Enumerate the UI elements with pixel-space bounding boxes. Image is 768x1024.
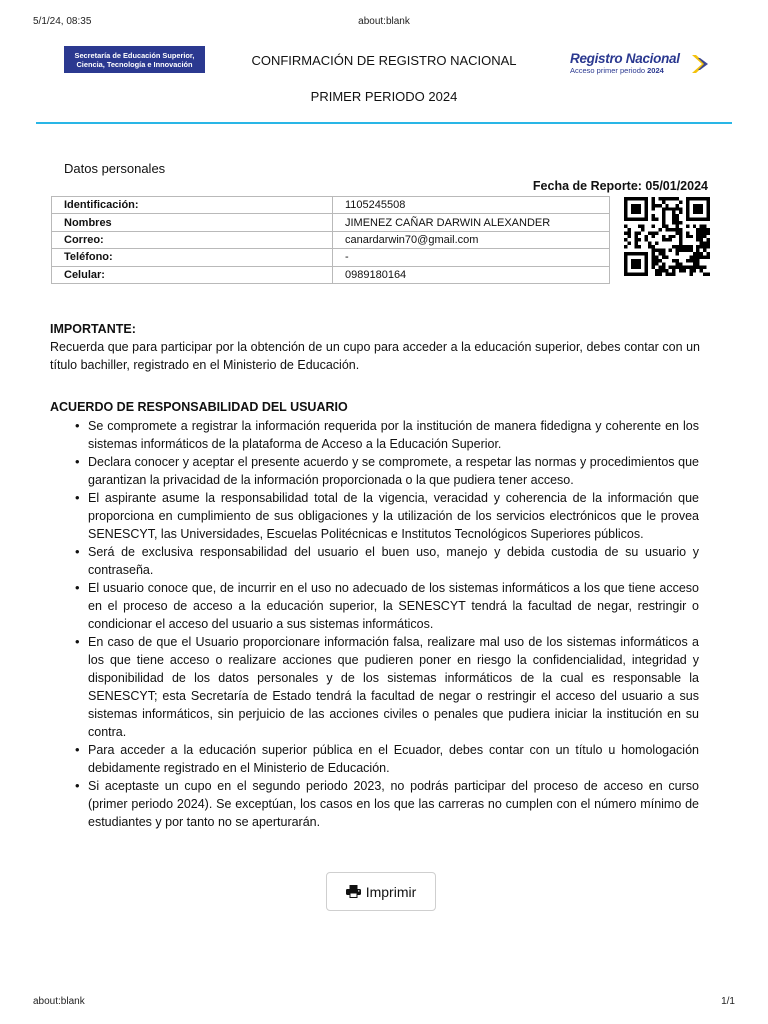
row-value: canardarwin70@gmail.com [333, 231, 610, 248]
logo-brand: Registro Nacional [570, 51, 680, 66]
logo-tagline-prefix: Acceso primer periodo [570, 66, 646, 75]
important-notice [50, 320, 700, 374]
row-label: Teléfono: [52, 249, 333, 266]
qr-code [624, 197, 710, 276]
print-page-url: about:blank [358, 16, 410, 27]
list-item: • El usuario conoce que, de incurrir en el uso no adecuado de los sistemas informáticos a los que tiene acceso en el proceso de acceso a la educación superior, la SENESCYT tendrá la facultad de negar, restringir o condicionar el acceso del usuario a sus sistemas informáticos. [88, 579, 699, 633]
row-label: Nombres [52, 214, 333, 231]
agreement-list [88, 417, 699, 831]
logo-line-2: Ciencia, Tecnología e Innovación [76, 59, 193, 69]
table-row [52, 214, 610, 231]
print-footer [33, 996, 735, 1010]
row-label: Identificación: [52, 197, 333, 214]
table-row [52, 266, 610, 283]
list-item: • El aspirante asume la responsabilidad total de la vigencia, veracidad y coherencia de la información que proporciona en cumplimiento de sus obligaciones y la utilización de los servicios electrónicos que le provea SENESCYT, las Universidades, Escuelas Politécnicas e Institutos Tecnológicos Superiores públicos. [88, 489, 699, 543]
table-row [52, 231, 610, 248]
row-value: 0989180164 [333, 266, 610, 283]
list-item: • Será de exclusiva responsabilidad del usuario el buen uso, manejo y debida custodia de su usuario y contraseña. [88, 543, 699, 579]
header-divider [36, 122, 732, 124]
chevron-right-icon [690, 53, 710, 75]
document-title: CONFIRMACIÓN DE REGISTRO NACIONAL [251, 53, 517, 68]
registro-nacional-logo [568, 50, 714, 78]
row-value: JIMENEZ CAÑAR DARWIN ALEXANDER [333, 214, 610, 231]
important-heading: IMPORTANTE: [50, 322, 136, 336]
logo-tagline [570, 66, 664, 75]
printer-icon [346, 885, 361, 898]
row-value: - [333, 249, 610, 266]
document-subtitle: PRIMER PERIODO 2024 [310, 89, 458, 104]
list-item: • En caso de que el Usuario proporcionare información falsa, realizare mal uso de los sistemas informáticos a los que tiene acceso o realizare acciones que pudieren poner en riesgo la confidencialidad, integridad y disponibilidad de los datos personales y de los sistemas informáticos de la cual es responsable la SENESCYT; esta Secretaría de Estado tendrá la facultad de negar o restringir el acceso del usuario a sus sistemas informáticos, sin perjuicio de las acciones civiles o penales que pudiera iniciar la institución en su contra. [88, 633, 699, 741]
list-item: • Para acceder a la educación superior pública en el Ecuador, debes contar con un título u homologación debidamente registrado en el Ministerio de Educación. [88, 741, 699, 777]
print-button-label: Imprimir [365, 883, 417, 900]
print-header [33, 16, 735, 30]
agreement-title: ACUERDO DE RESPONSABILIDAD DEL USUARIO [50, 400, 348, 414]
row-label: Celular: [52, 266, 333, 283]
personal-data-table [51, 196, 610, 284]
print-button[interactable] [326, 872, 436, 911]
logo-line-1: Secretaría de Educación Superior, [74, 50, 195, 60]
report-date: Fecha de Reporte: 05/01/2024 [532, 179, 708, 193]
list-item: • Si aceptaste un cupo en el segundo periodo 2023, no podrás participar del proceso de acceso en curso (primer periodo 2024). Se exceptúan, los casos en los que las carreras no cumplen con el número mínimo de estudiantes y por tanto no se aperturarán. [88, 777, 699, 831]
important-text: Recuerda que para participar por la obtención de un cupo para acceder a la educación superior, debes contar con un título bachiller, registrado en el Ministerio de Educación. [50, 340, 700, 372]
table-row [52, 197, 610, 214]
logo-tagline-year: 2024 [647, 66, 664, 75]
list-item: • Se compromete a registrar la información requerida por la institución de manera fidedigna y coherente en los sistemas informáticos de la plataforma de Acceso a la Educación Superior. [88, 417, 699, 453]
table-row [52, 249, 610, 266]
section-title-personal-data: Datos personales [64, 161, 166, 176]
row-label: Correo: [52, 231, 333, 248]
print-page-count: 1/1 [721, 996, 735, 1007]
list-item: • Declara conocer y aceptar el presente acuerdo y se compromete, a respetar las normas y procedimientos que garantizan la privacidad de la información proporcionada o la que pudiera tener acceso. [88, 453, 699, 489]
row-value: 1105245508 [333, 197, 610, 214]
senescyt-logo [64, 46, 205, 73]
print-footer-url: about:blank [33, 996, 85, 1007]
print-datetime: 5/1/24, 08:35 [33, 16, 92, 27]
